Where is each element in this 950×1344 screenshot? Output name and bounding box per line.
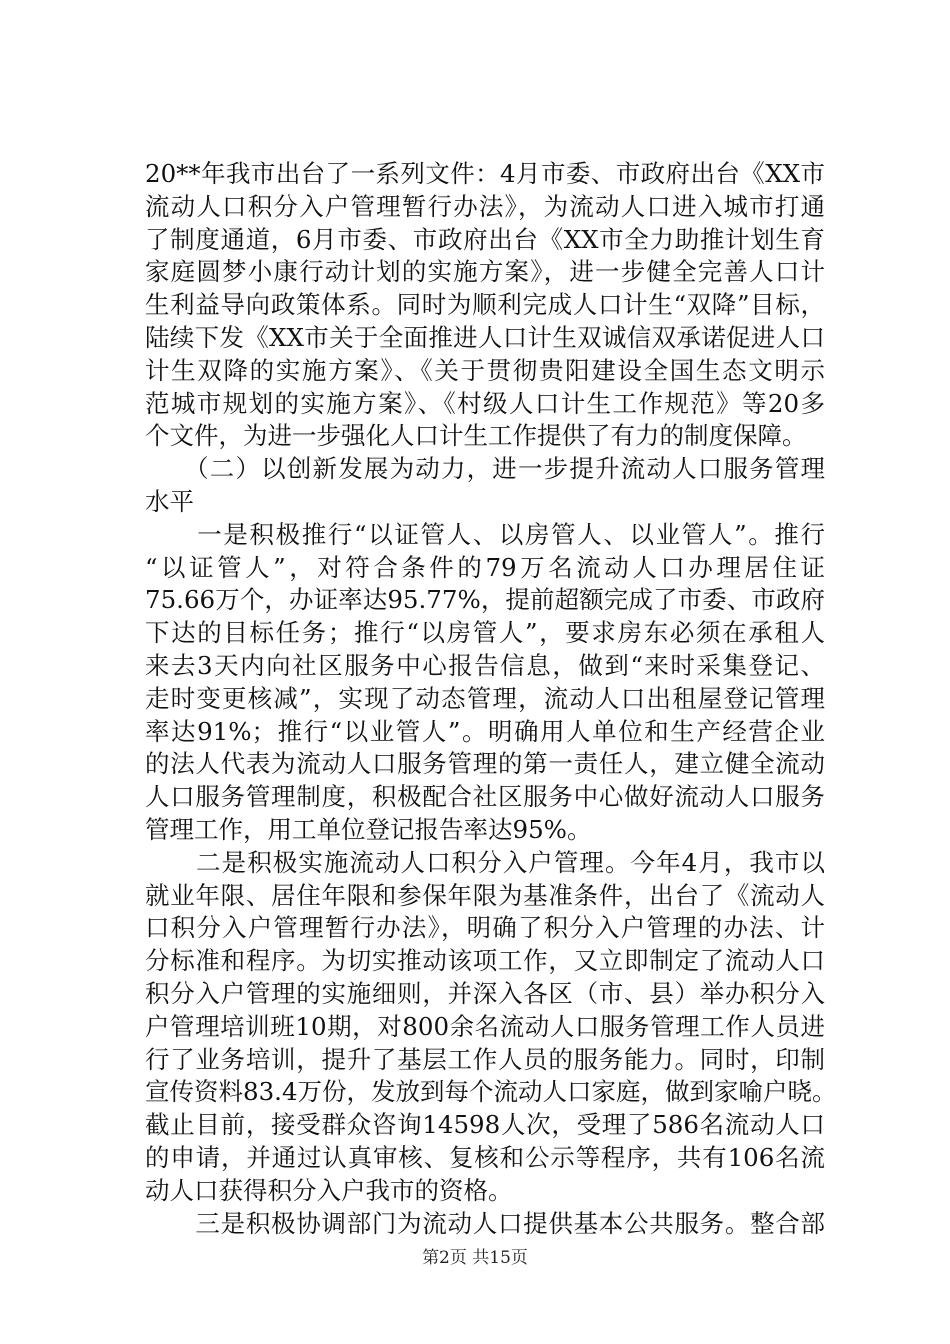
text-line: 计生双降的实施方案》、《关于贯彻贵阳建设全国生态文明示 [145, 355, 825, 385]
text-line: 一是积极推行“以证管人、以房管人、以业管人”。推行 [145, 519, 825, 549]
text-line: 的法人代表为流动人口服务管理的第一责任人，建立健全流动 [145, 749, 825, 779]
text-line: 就业年限、居住年限和参保年限为基准条件，出台了《流动人 [145, 880, 825, 910]
text-line: 动人口获得积分入户我市的资格。 [145, 1175, 513, 1205]
text-line: “以证管人”，对符合条件的79万名流动人口办理居住证 [145, 552, 825, 582]
text-line: 个文件，为进一步强化人口计生工作提供了有力的制度保障。 [145, 421, 807, 451]
text-line: 下达的目标任务；推行“以房管人”，要求房东必须在承租人 [145, 618, 825, 648]
text-line: 家庭圆梦小康行动计划的实施方案》，进一步健全完善人口计 [145, 257, 825, 287]
text-line: 流动人口积分入户管理暂行办法》，为流动人口进入城市打通 [145, 191, 825, 221]
text-line: 来去3天内向社区服务中心报告信息，做到“来时采集登记、 [145, 650, 825, 680]
text-line: 的申请，并通过认真审核、复核和公示等程序，共有106名流 [145, 1142, 825, 1172]
text-line: 截止目前，接受群众咨询14598人次，受理了586名流动人口 [145, 1110, 825, 1140]
section-heading-line: 水平 [145, 486, 194, 516]
text-line: 走时变更核减”，实现了动态管理，流动人口出租屋登记管理 [145, 683, 825, 713]
text-line: 率达91%；推行“以业管人”。明确用人单位和生产经营企业 [145, 716, 825, 746]
text-line: 三是积极协调部门为流动人口提供基本公共服务。整合部 [145, 1208, 825, 1238]
text-line: 了制度通道，6月市委、市政府出台《XX市全力助推计划生育 [145, 224, 825, 254]
text-line: 人口服务管理制度，积极配合社区服务中心做好流动人口服务 [145, 782, 825, 812]
text-line: 户管理培训班10期，对800余名流动人口服务管理工作人员进 [145, 1011, 825, 1041]
text-line: 分标准和程序。为切实推动该项工作，又立即制定了流动人口 [145, 946, 825, 976]
text-line: 陆续下发《XX市关于全面推进人口计生双诚信双承诺促进人口 [145, 322, 825, 352]
text-line: 宣传资料83.4万份，发放到每个流动人口家庭，做到家喻户晓。 [145, 1077, 837, 1107]
page-number-footer: 第2页 共15页 [422, 1248, 528, 1268]
text-line: 20**年我市出台了一系列文件：4月市委、市政府出台《XX市 [145, 159, 825, 188]
text-line: 范城市规划的实施方案》、《村级人口计生工作规范》等20多 [145, 388, 825, 418]
document-body [145, 158, 837, 1240]
text-line: 二是积极实施流动人口积分入户管理。今年4月，我市以 [145, 847, 825, 877]
text-line: 口积分入户管理暂行办法》，明确了积分入户管理的办法、计 [145, 913, 825, 943]
text-line: 75.66万个，办证率达95.77%，提前超额完成了市委、市政府 [145, 585, 825, 615]
section-heading-line: （二）以创新发展为动力，进一步提升流动人口服务管理 [145, 454, 825, 484]
text-line: 管理工作，用工单位登记报告率达95%。 [145, 814, 592, 844]
text-line: 生利益导向政策体系。同时为顺利完成人口计生“双降”目标， [145, 290, 825, 320]
text-line: 积分入户管理的实施细则，并深入各区（市、县）举办积分入 [145, 978, 825, 1008]
text-line: 行了业务培训，提升了基层工作人员的服务能力。同时，印制 [145, 1044, 825, 1074]
